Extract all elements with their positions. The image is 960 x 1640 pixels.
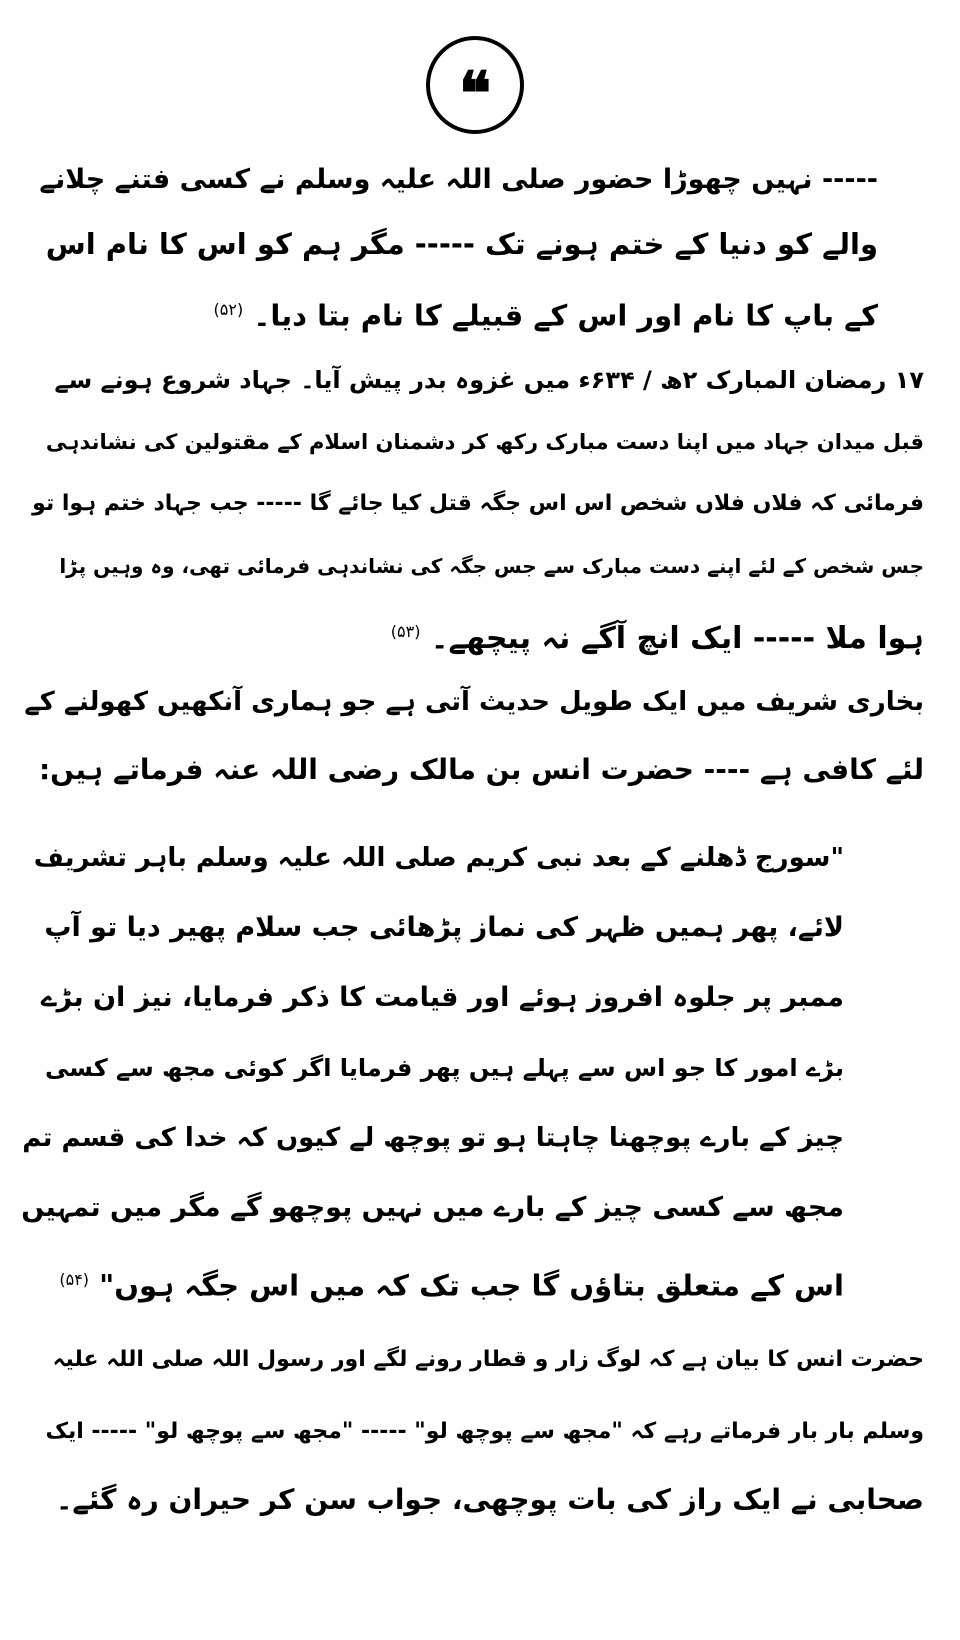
paragraph1-line-3-text: کے باپ کا نام اور اس کے قبیلے کا نام بتا دیا۔ [253, 298, 878, 333]
paragraph2-line-5-text: ہوا ملا ----- ایک انچ آگے نہ پیچھے۔ [430, 621, 924, 656]
paragraph3-line-2: لئے کافی ہے ---- حضرت انس بن مالک رضی اللہ عنہ فرماتے ہیں: [38, 753, 924, 786]
paragraph2-line-3: فرمائی کہ فلاں فلاں شخص اس اس جگہ قتل کیا جائے گا ----- جب جہاد ختم ہوا تو [32, 491, 924, 516]
hadith-line-3: ممبر پر جلوہ افروز ہوئے اور قیامت کا ذکر فرمایا، نیز ان بڑے [40, 982, 844, 1013]
hadith-line-6: مجھ سے کسی چیز کے بارے میں نہیں پوچھو گے مگر میں تمہیں [21, 1192, 844, 1223]
hadith-line-4: بڑے امور کا جو اس سے پہلے ہیں پھر فرمایا اگر کوئی مجھ سے کسی [45, 1054, 844, 1082]
citation-53: (۵۳) [390, 622, 421, 641]
hadith-line-2: لائے، پھر ہمیں ظہر کی نماز پڑھائی جب سلام پھیر دیا تو آپ [44, 912, 844, 943]
paragraph2-line-4: جس شخص کے لئے اپنے دست مبارک سے جس جگہ کی نشاندہی فرمائی تھی، وہ وہیں پڑا [59, 554, 924, 578]
paragraph2-line-1: ۱۷ رمضان المبارک ۲ھ / ۶۳۴ء میں غزوہ بدر پیش آیا۔ جہاد شروع ہونے سے [54, 366, 924, 394]
citation-54: (۵۴) [59, 1270, 90, 1289]
paragraph1-line-2: والے کو دنیا کے ختم ہونے تک ----- مگر ہم کو اس کا نام اس [45, 227, 878, 261]
paragraph1-line-3 [214, 288, 878, 338]
paragraph2-line-5 [391, 610, 924, 661]
hadith-line-7-text: اس کے متعلق بتاؤں گا جب تک کہ میں اس جگہ ہوں" [99, 1268, 844, 1303]
opening-quote-mark-icon: ❝ [426, 36, 524, 134]
paragraph2-line-2: قبل میدان جہاد میں اپنا دست مبارک رکھ کر دشمنان اسلام کے مقتولین کی نشاندہی [45, 430, 924, 454]
hadith-line-7 [59, 1258, 844, 1308]
paragraph4-line-3: صحابی نے ایک راز کی بات پوچھی، جواب سن کر حیران رہ گئے۔ [55, 1483, 924, 1516]
paragraph4-line-1: حضرت انس کا بیان ہے کہ لوگ زار و قطار رونے لگے اور رسول اللہ صلی اللہ علیہ [52, 1347, 924, 1372]
paragraph4-line-2: وسلم بار بار فرماتے رہے کہ "مجھ سے پوچھ لو" ----- "مجھ سے پوچھ لو" ----- ایک [45, 1419, 924, 1444]
hadith-line-1: "سورج ڈھلنے کے بعد نبی کریم صلی اللہ علیہ وسلم باہر تشریف [33, 843, 844, 873]
paragraph3-line-1: بخاری شریف میں ایک طویل حدیث آتی ہے جو ہماری آنکھیں کھولنے کے [24, 687, 924, 717]
citation-52: (۵۲) [213, 300, 244, 319]
hadith-line-5: چیز کے بارے پوچھنا چاہتا ہو تو پوچھ لے کیوں کہ خدا کی قسم تم [22, 1123, 844, 1153]
paragraph1-line-1: ----- نہیں چھوڑا حضور صلی اللہ علیہ وسلم نے کسی فتنے چلانے [39, 164, 878, 195]
